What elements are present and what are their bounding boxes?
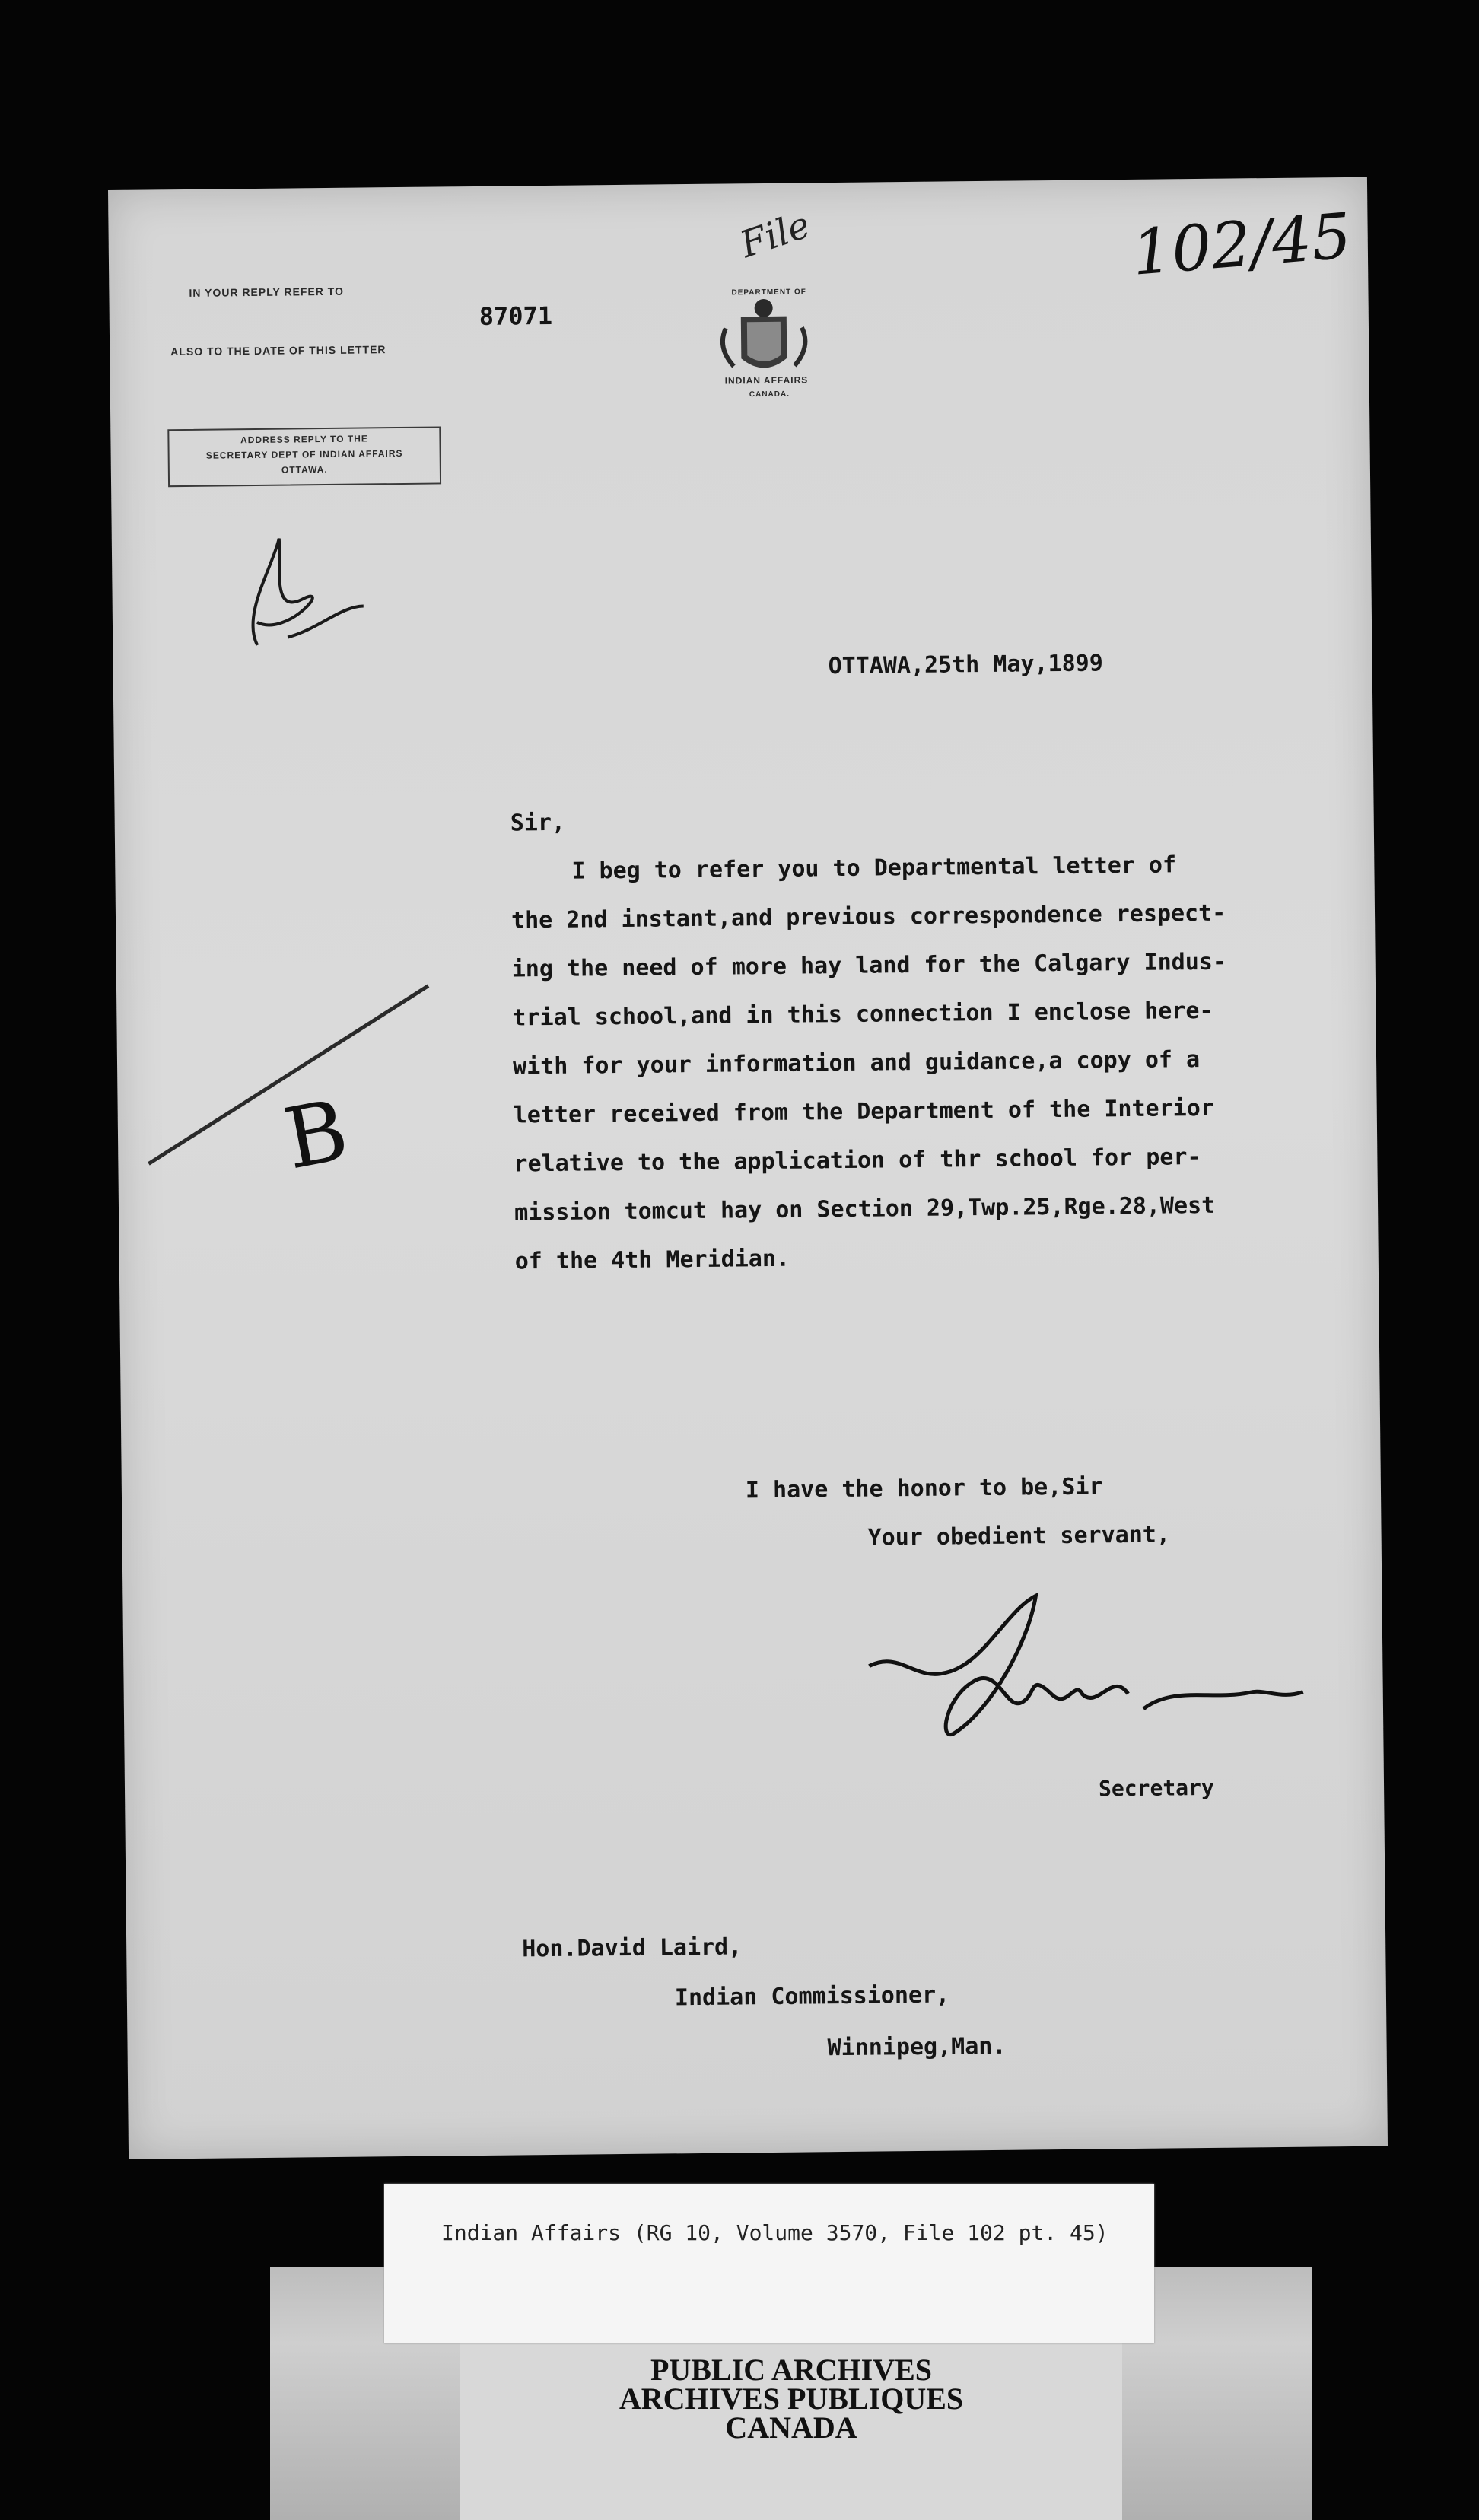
body-line: ing the need of more hay land for the Calgary Indus-: [511, 948, 1227, 983]
crest-top-text: DEPARTMENT OF: [731, 288, 806, 298]
signature: [853, 1578, 1311, 1765]
archive-stamp-line: PUBLIC ARCHIVES: [650, 2353, 933, 2387]
letter-b-mark: B: [276, 1080, 355, 1188]
closing-line: Your obedient servant,: [867, 1521, 1171, 1551]
salutation: Sir,: [510, 809, 566, 837]
archive-stamp-line: CANADA: [725, 2410, 857, 2445]
archive-stamp-panel: [460, 2343, 1122, 2520]
body-line: the 2nd instant,and previous correspondence respect-: [510, 899, 1226, 934]
address-box: [167, 426, 441, 487]
initials-mark: [226, 522, 380, 676]
letter-page: [108, 177, 1388, 2159]
address-line: SECRETARY DEPT OF INDIAN AFFAIRS: [205, 447, 403, 461]
department-crest: [687, 282, 841, 405]
crest-bottom-text: INDIAN AFFAIRS: [724, 374, 809, 387]
reference-number: 102/45: [1129, 199, 1354, 290]
crest-country-text: CANADA.: [749, 390, 790, 399]
refer-line: IN YOUR REPLY REFER TO: [189, 285, 345, 299]
address-line: OTTAWA.: [281, 463, 328, 476]
signatory-title: Secretary: [1098, 1774, 1214, 1802]
body-line: relative to the application of thr school for per-: [514, 1144, 1201, 1178]
letter-date: OTTAWA,25th May,1899: [828, 650, 1104, 680]
closing-line: I have the honor to be,Sir: [745, 1473, 1103, 1504]
recipient-line: Hon.David Laird,: [522, 1933, 743, 1963]
body-line: of the 4th Meridian.: [514, 1245, 790, 1275]
file-note: File: [735, 203, 816, 267]
recipient-line: Indian Commissioner,: [674, 1981, 950, 2012]
archive-label: Indian Affairs (RG 10, Volume 3570, File 102 pt. 45): [441, 2220, 1108, 2245]
body-line: mission tomcut hay on Section 29,Twp.25,Rge.28,West: [514, 1192, 1216, 1227]
archive-label-card: [384, 2184, 1154, 2343]
body-line: letter received from the Department of the Interior: [513, 1094, 1215, 1129]
address-line: ADDRESS REPLY TO THE: [240, 433, 368, 446]
crest-icon: [687, 282, 841, 405]
archive-stamp-line: ARCHIVES PUBLIQUES: [619, 2382, 964, 2416]
file-number: 87071: [479, 301, 553, 331]
body-line: trial school,and in this connection I enclose here-: [512, 997, 1213, 1032]
recipient-line: Winnipeg,Man.: [827, 2032, 1007, 2062]
body-line: I beg to refer you to Departmental letter of: [571, 851, 1177, 885]
date-reference-line: ALSO TO THE DATE OF THIS LETTER: [170, 343, 386, 358]
body-line: with for your information and guidance,a copy of a: [512, 1046, 1201, 1080]
